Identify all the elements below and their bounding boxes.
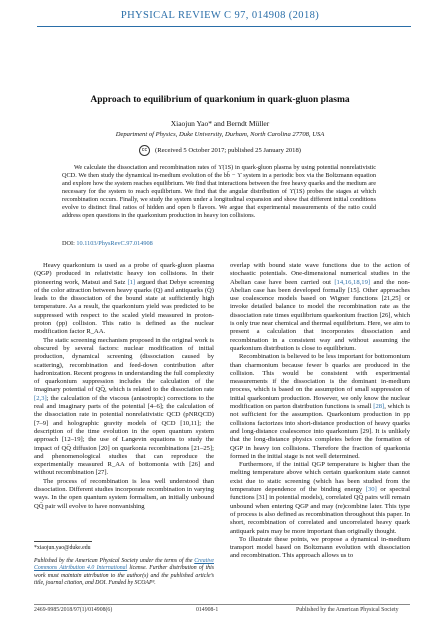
paragraph: Furthermore, if the initial QGP temperature is higher than the melting temperature above which certain quarkonium state cannot exist due to static screening (which has been studied from the temperature dependence of the binding energy [30] or spectral functions [31] in potential models), correlated QQ̄ pairs will remain unbound when entering QGP and may (re)combine later. This type of process is also defined as recombination throughout this paper. In short, recombination of correlated and uncorrelated heavy quark antiquark pairs may be more important than originally thought.: [230, 461, 411, 535]
body-column-left: [34, 262, 214, 511]
creative-commons-icon: cc: [139, 145, 150, 156]
footer-page-number: 014908-1: [196, 607, 219, 613]
received-line: [30, 145, 410, 156]
doi-line: [62, 240, 153, 247]
citation-link[interactable]: [30]: [365, 486, 377, 494]
footer-publisher: Published by the American Physical Society: [296, 607, 399, 613]
paragraph: Heavy quarkonium is used as a probe of quark-gluon plasma (QGP) produced in relativistic heavy ion collisions. In their pioneering work, Matsui and Satz [1] argued that Debye screening of the color attraction between heavy quarks (Q) and antiquarks (Q̄) leads to the dissociation of the bound state at sufficiently high temperature. As a result, the quarkonium yield was predicted to be suppressed with respect to the scaled yield measured in proton-proton (pp) collision. This ratio is defined as the nuclear modification factor R_AA.: [34, 262, 214, 336]
received-text: (Received 5 October 2017; published 25 January 2018): [155, 147, 301, 155]
article-title: Approach to equilibrium of quarkonium in quark-gluon plasma: [90, 95, 350, 105]
journal-header: PHYSICAL REVIEW C 97, 014908 (2018): [120, 10, 320, 21]
paragraph: The process of recombination is less well understood than dissociation. Different studies incorporate recombination in varying ways. In the open quantum system formalism, an initially unbound QQ̄ pair will evolve to have nonvanishing: [34, 477, 214, 510]
abstract: We calculate the dissociation and recombination rates of ϒ(1S) in quark-gluon plasma by using potential nonrelativistic QCD. We then study the dynamical in-medium evolution of the bb̄ − ϒ system in a periodic box via the Boltzmann equation and explore how the system reaches equilibrium. We find that interactions between the free heavy quarks and the medium are necessary for the system to reach equilibrium. We find that the angular distribution of ϒ(1S) probes the stages at which recombination occurs. Finally, we study the system under a longitudinal expansion and show that different initial conditions evolve to distinct final ratios of hidden and open b flavors. We argue that experimental measurements of the ratio could address open questions in the quarkonium production in heavy ion collisions.: [62, 164, 376, 220]
paragraph: The static screening mechanism proposed in the original work is obscured by several factors: nuclear modification of initial production, dynamical screening (dissociation caused by scattering), recombination and feed-down contribution after hadronization. Recent progress in understanding the full complexity of quarkonium suppression includes the calculation of the imaginary potential of QQ̄, which is related to the dissociation rate [2,3]; the calculation of the viscous (anisotropic) corrections to the real and imaginary parts of the potential [4–6]; the calculation of the dissociation rate in potential nonrelativistic QCD (pNRQCD) [7–9] and holographic gravity models of QCD [10,11]; the description of the time evolution in the open quantum system approach [12–19]; the use of Langevin equations to study the impact of QQ̄ diffusion [20] on quarkonia recombinations [21–25]; and phenomenological studies that can reproduce the experimentally measured R_AA of bottomonia with [26] and without recombination [27].: [34, 336, 214, 477]
license-link[interactable]: Creative Commons Attribution 4.0 International: [34, 558, 214, 572]
doi-label: DOI:: [62, 240, 75, 247]
citation-link[interactable]: [2,3]: [34, 394, 47, 402]
footnote-email[interactable]: *xiaojun.yao@duke.edu: [34, 545, 91, 551]
footer-issn: 2469-9985/2018/97(1)/014908(6): [34, 607, 113, 613]
affiliation: Department of Physics, Duke University, Durham, North Carolina 27708, USA: [115, 131, 325, 138]
paragraph: Recombination is believed to be less important for bottomonium than charmonium because fewer b quarks are produced in the collision. This would be consistent with experimental measurements if the dissociation is the dominant in-medium process, which is based on the assumption of small suppression of initial quarkonium production. However, we only know the nuclear modification on parton distribution functions is small [28], which is not sufficient for the assumption. Quarkonium production in pp collisions factorizes into short-distance production of heavy quarks and long-distance coalescence into quarkonium [29]. It is unlikely that the long-distance physics completes before the formation of QGP in heavy ion collisions. Therefore the fraction of quarkonia formed in the initial stage is not well determined.: [230, 353, 410, 460]
footnote-rule: [34, 541, 92, 542]
paragraph: To illustrate these points, we propose a dynamical in-medium transport model based on Boltzmann evolution with dissociation and recombination. This approach allows us to: [230, 535, 410, 560]
footer-rule: [34, 604, 410, 605]
citation-link[interactable]: [14,16,18,19]: [334, 278, 371, 286]
citation-link[interactable]: [28]: [373, 403, 385, 411]
body-column-right: [230, 262, 410, 561]
paragraph: overlap with bound state wave functions due to the action of stochastic potentials. One-dimensional numerical studies in the Abelian case have been carried out [14,16,18,19] and the non-Abelian case has been developed formally [15]. Other approaches use coalescence models based on Wigner functions [21,25] or invoke detailed balance to model the recombination rate as the dissociation rate times equilibrium quarkonium fraction [26], which is only true near chemical and thermal equilibrium. Here, we aim to present a calculation that incorporates dissociation and recombination in a consistent way and without assuming the quarkonium distribution is close to equilibrium.: [230, 262, 410, 352]
license-note: Published by the American Physical Society under the terms of the Creative Commons Attribution 4.0 International license. Further distribution of this work must maintain attribution to the author(s) and the published article’s title, journal citation, and DOI. Funded by SCOAP³.: [34, 558, 215, 587]
doi-link[interactable]: 10.1103/PhysRevC.97.014908: [76, 240, 153, 247]
header-rule: [37, 26, 411, 27]
citation-link[interactable]: [1]: [127, 278, 136, 286]
author-line: Xiaojun Yao* and Berndt Müller: [170, 119, 270, 128]
